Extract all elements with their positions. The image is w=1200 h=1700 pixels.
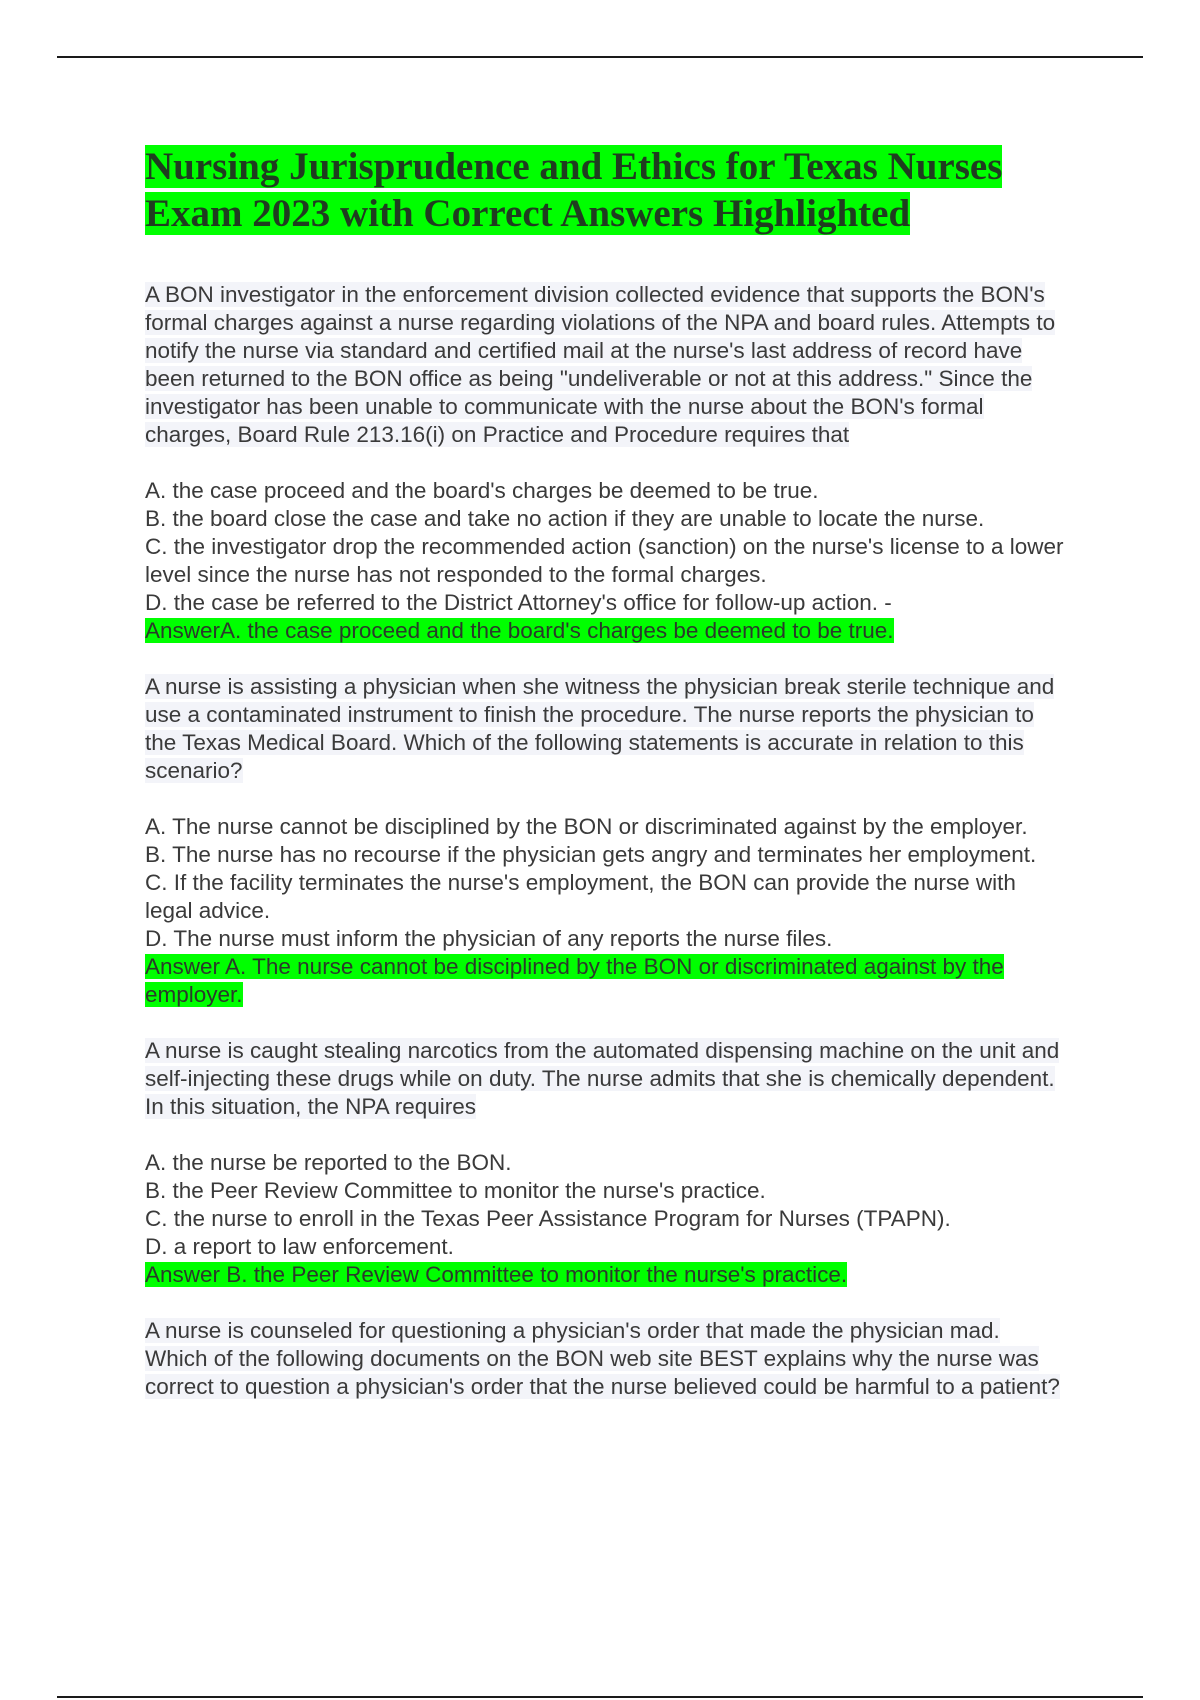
question-stem: A BON investigator in the enforcement division collected evidence that supports the BON's formal charges against a nurse regarding violations of the NPA and board rules. Attempts to notify the nurse via standard and certified mail at the nurse's last address of record have been returned to the BON office as being "undeliverable or not at this address." Since the investigator has been unable to communicate with the nurse about the BON's formal charges, Board Rule 213.16(i) on Practice and Procedure requires that <box>145 282 1056 447</box>
question-2-options <box>145 813 1065 1009</box>
option-b: B. The nurse has no recourse if the physician gets angry and terminates her employment. <box>145 842 1037 867</box>
top-rule <box>57 56 1143 58</box>
bottom-rule <box>57 1696 1143 1698</box>
option-c: C. If the facility terminates the nurse's employment, the BON can provide the nurse with legal advice. <box>145 870 1016 923</box>
correct-answer-highlight: Answer A. The nurse cannot be disciplined by the BON or discriminated against by the employer. <box>145 954 1004 1007</box>
document-body <box>145 143 1065 1429</box>
question-1-options <box>145 477 1065 645</box>
option-c: C. the nurse to enroll in the Texas Peer Assistance Program for Nurses (TPAPN). <box>145 1206 951 1231</box>
question-3-stem <box>145 1037 1065 1121</box>
option-d: D. the case be referred to the District Attorney's office for follow-up action. - <box>145 590 892 615</box>
question-4-stem <box>145 1317 1065 1401</box>
option-b: B. the Peer Review Committee to monitor the nurse's practice. <box>145 1178 766 1203</box>
option-a: A. the nurse be reported to the BON. <box>145 1150 512 1175</box>
option-a: A. the case proceed and the board's charges be deemed to be true. <box>145 478 819 503</box>
title-highlight: Nursing Jurisprudence and Ethics for Texas Nurses Exam 2023 with Correct Answers Highlighted <box>145 145 1003 235</box>
question-3-options <box>145 1149 1065 1289</box>
document-title <box>145 143 1065 237</box>
correct-answer-highlight: AnswerA. the case proceed and the board's charges be deemed to be true. <box>145 618 894 643</box>
question-2-stem <box>145 673 1065 785</box>
question-stem: A nurse is assisting a physician when she witness the physician break sterile technique and use a contaminated instrument to finish the procedure. The nurse reports the physician to the Texas Medical Board. Which of the following statements is accurate in relation to this scenario? <box>145 674 1055 783</box>
question-1-stem <box>145 281 1065 449</box>
option-b: B. the board close the case and take no action if they are unable to locate the nurse. <box>145 506 985 531</box>
option-d: D. The nurse must inform the physician of any reports the nurse files. <box>145 926 833 951</box>
option-a: A. The nurse cannot be disciplined by the BON or discriminated against by the employer. <box>145 814 1028 839</box>
question-stem: A nurse is counseled for questioning a physician's order that made the physician mad. Which of the following documents on the BON web site BEST explains why the nurse was correct to question a physician's order that the nurse believed could be harmful to a patient? <box>145 1318 1060 1399</box>
option-d: D. a report to law enforcement. <box>145 1234 454 1259</box>
option-c: C. the investigator drop the recommended action (sanction) on the nurse's license to a lower level since the nurse has not responded to the formal charges. <box>145 534 1064 587</box>
question-stem: A nurse is caught stealing narcotics from the automated dispensing machine on the unit and self-injecting these drugs while on duty. The nurse admits that she is chemically dependent. In this situation, the NPA requires <box>145 1038 1060 1119</box>
correct-answer-highlight: Answer B. the Peer Review Committee to monitor the nurse's practice. <box>145 1262 848 1287</box>
